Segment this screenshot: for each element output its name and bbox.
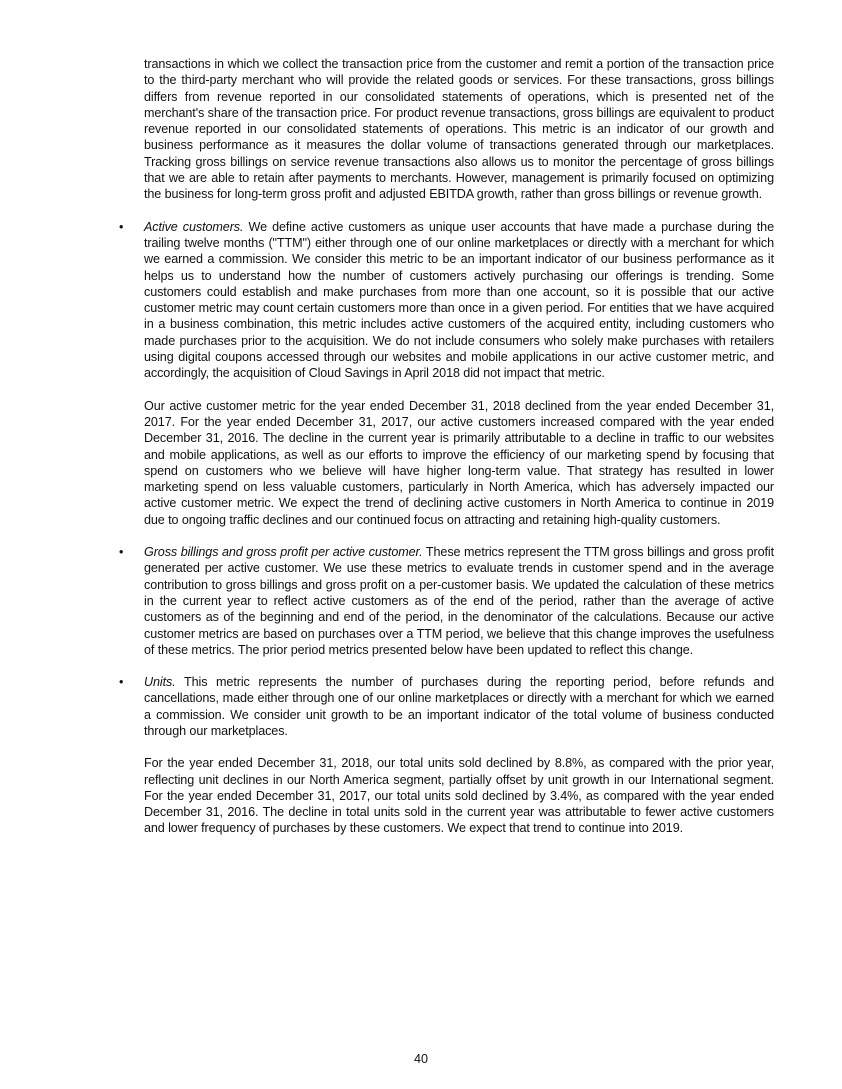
page-number: 40 [413,1052,428,1066]
bullet-marker: • [119,675,124,690]
active-customers-followup: Our active customer metric for the year ended December 31, 2018 declined from the year ended December 31, 2017. For the year ended December 31, 2017, our active customers increased compared with the year ended December 31, 2016. The decline in the current year is primarily attributable to a decline in traffic to our websites and mobile applications, as well as our efforts to improve the efficiency of our marketing spend by focusing that spend on customers who we believe will have higher long-term value. That strategy has resulted in lower marketing spend on less valuable customers, particularly in North America, which has adversely impacted our active customer metric. We expect the trend of declining active customers in North America to continue in 2019 due to ongoing traffic declines and our continued focus on attracting and retaining high-quality customers. [144,398,774,527]
bullet-term: Units. [144,675,176,690]
bullet-text: This metric represents the number of purchases during the reporting period, before refunds and cancellations, made either through one of our online marketplaces or directly with a merchant for which we earned a commission. We consider unit growth to be an important indicator of the total volume of business conducted through our marketplaces. [144,675,774,738]
bullet-paragraph [144,544,774,658]
bullet-gross-billings-per-customer [119,544,775,658]
units-followup: For the year ended December 31, 2018, our total units sold declined by 8.8%, as compared with the prior year, reflecting unit declines in our North America segment, partially offset by unit growth in our International segment. For the year ended December 31, 2017, our total units sold declined by 3.4%, as compared with the year ended December 31, 2016. The decline in total units sold in the current year was attributable to fewer active customers and lower frequency of purchases by these customers. We expect that trend to continue into 2019. [144,756,774,836]
intro-paragraph: transactions in which we collect the transaction price from the customer and remit a portion of the transaction price to the third-party merchant who will provide the related goods or services. For these transactions, gross billings differs from revenue reported in our consolidated statements of operations, which is presented net of the merchant's share of the transaction price. For product revenue transactions, gross billings are equivalent to product revenue reported in our consolidated statements of operations. This metric is an indicator of our growth and business performance as it measures the dollar volume of transactions generated through our marketplaces. Tracking gross billings on service revenue transactions also allows us to monitor the percentage of gross billings that we are able to retain after payments to merchants. However, management is primarily focused on optimizing the business for long-term gross profit and adjusted EBITDA growth, rather than gross billings or revenue growth. [144,57,774,202]
bullet-paragraph [144,674,774,739]
bullet-text: These metrics represent the TTM gross billings and gross profit generated per active customer. We use these metrics to evaluate trends in customer spend and in the average contribution to gross billings and gross profit on a per-customer basis. We updated the calculation of these metrics in the current year to reflect active customers as of the end of the period, rather than the average of active customers as of the beginning and end of the period, in the denominator of the calculations. Because our active customer metrics are based on purchases over a TTM period, we believe that this change improves the usefulness of these metrics. The prior period metrics presented below have been updated to reflect this change. [144,545,775,657]
bullet-term: Active customers. [144,219,244,234]
bullet-units [119,674,774,739]
bullet-term: Gross billings and gross profit per active customer. [144,545,423,560]
document-body [119,56,775,837]
bullet-text: We define active customers as unique user accounts that have made a purchase during the trailing twelve months ("TTM") either through one of our online marketplaces or directly with a merchant for which we earned a commission. We consider this metric to be an important indicator of our business performance as it helps us to understand how the number of customers actively purchasing our offerings is trending. Some customers could establish and make purchases from more than one account, so it is possible that our active customer metric may count certain customers more than once in a given period. For entities that we have acquired in a business combination, this metric includes active customers of the acquired entity, including customers who made purchases prior to the acquisition. We do not include consumers who solely make purchases with retailers using digital coupons accessed through our websites and mobile applications in our active customer metric, and accordingly, the acquisition of Cloud Savings in April 2018 did not impact that metric. [144,219,774,381]
bullet-active-customers [119,219,774,382]
bullet-paragraph [144,219,774,382]
bullet-marker: • [119,545,124,560]
bullet-marker: • [119,219,124,234]
